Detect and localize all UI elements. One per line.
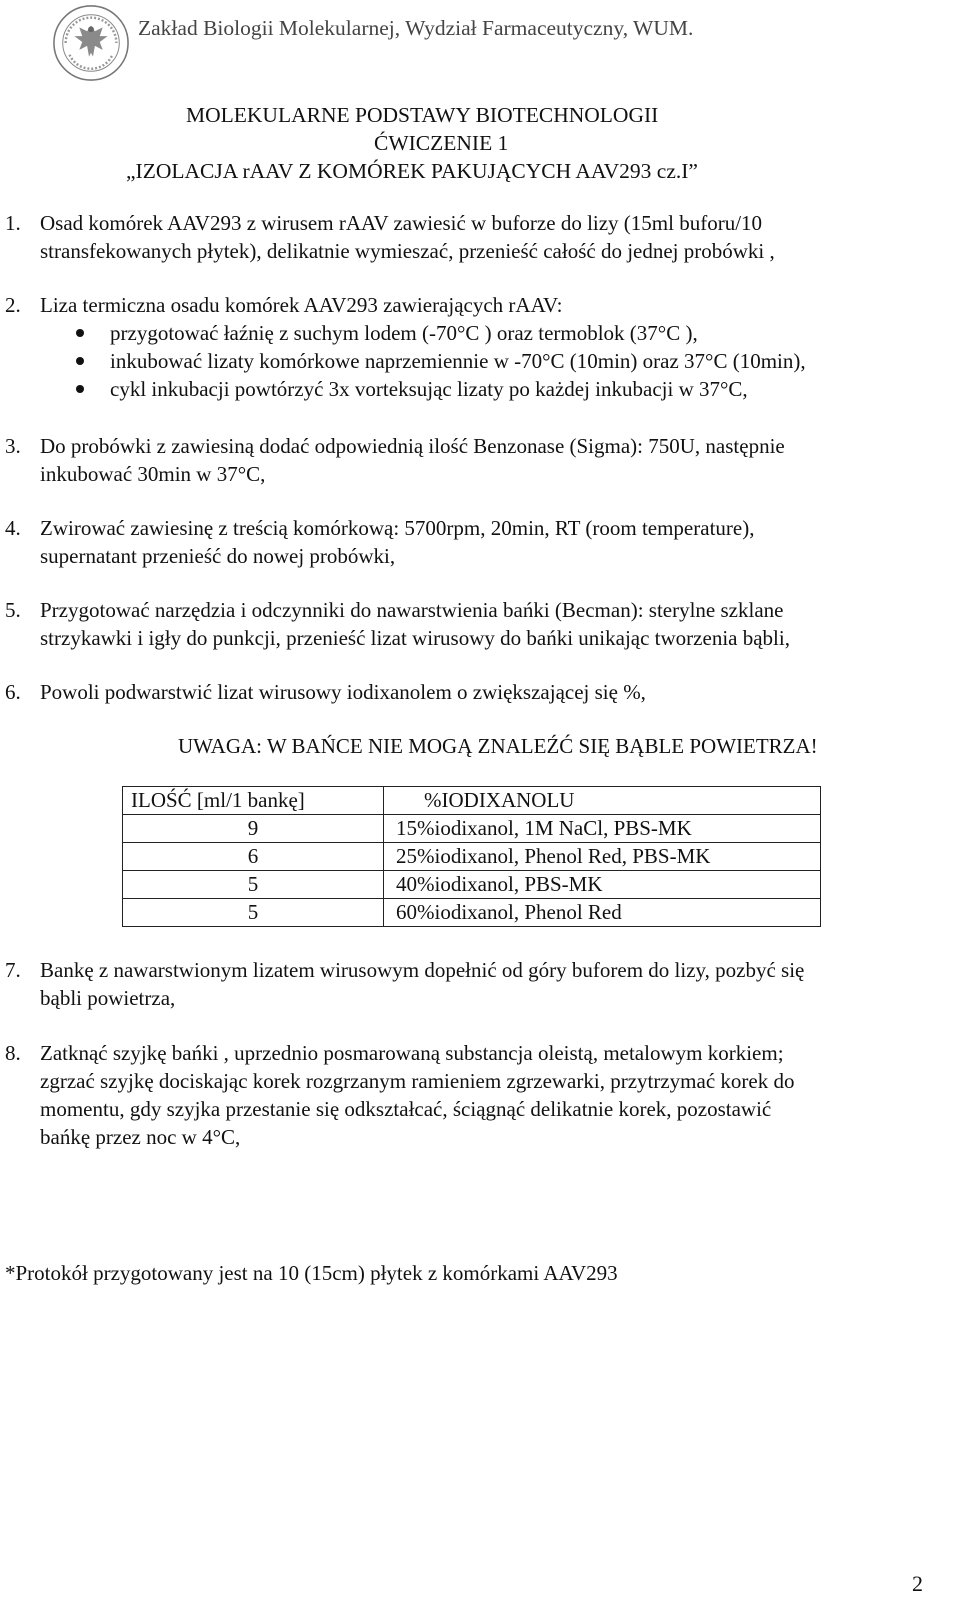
step-number: 5. xyxy=(5,598,21,622)
step-text-line: stransfekowanych płytek), delikatnie wymieszać, przenieść całość do jednej probówki , xyxy=(40,239,775,263)
step-text-line: Osad komórek AAV293 z wirusem rAAV zawiesić w buforze do lizy (15ml buforu/10 xyxy=(40,211,763,235)
bullet-icon xyxy=(76,357,84,365)
table-row xyxy=(123,899,821,927)
exercise-title: ĆWICZENIE 1 xyxy=(374,131,509,155)
page-header xyxy=(0,0,960,90)
step-text-line: zgrzać szyjkę dociskając korek rozgrzanym ramieniem zgrzewarki, przytrzymać korek do xyxy=(40,1069,795,1093)
step-number: 3. xyxy=(5,434,21,458)
page-number: 2 xyxy=(912,1571,923,1596)
step-text-line: supernatant przenieść do nowej probówki, xyxy=(40,544,396,568)
bullet-item: inkubować lizaty komórkowe naprzemiennie w -70°C (10min) oraz 37°C (10min), xyxy=(0,347,960,375)
table-cell: 5 xyxy=(123,871,384,899)
table-header-row xyxy=(123,787,821,815)
step-text-line: bańkę przez noc w 4°C, xyxy=(40,1125,241,1149)
step-number: 1. xyxy=(5,211,21,235)
step-text-line: Powoli podwarstwić lizat wirusowy iodixanolem o zwiększającej się %, xyxy=(40,680,646,704)
bullet-icon xyxy=(76,329,84,337)
step-text-line: Do probówki z zawiesiną dodać odpowiednią ilość Benzonase (Sigma): 750U, następnie xyxy=(40,434,785,458)
topic-title: „IZOLACJA rAAV Z KOMÓREK PAKUJĄCYCH AAV293 cz.I” xyxy=(126,159,698,183)
footnote: *Protokół przygotowany jest na 10 (15cm) płytek z komórkami AAV293 xyxy=(5,1261,618,1285)
table-cell: 9 xyxy=(123,815,384,843)
course-title: MOLEKULARNE PODSTAWY BIOTECHNOLOGII xyxy=(186,103,659,127)
step-number: 4. xyxy=(5,516,21,540)
step-text-line: momentu, gdy szyjka przestanie się odkształcać, ściągnąć delikatnie korek, pozostawić xyxy=(40,1097,772,1121)
table-cell: 5 xyxy=(123,899,384,927)
bullet-icon xyxy=(76,385,84,393)
step-number: 8. xyxy=(5,1041,21,1065)
step-text-line: Zwirować zawiesinę z treścią komórkową: 5700rpm, 20min, RT (room temperature), xyxy=(40,516,755,540)
table-cell: 40%iodixanol, PBS-MK xyxy=(384,871,821,899)
step-text-line: Liza termiczna osadu komórek AAV293 zawierających rAAV: xyxy=(40,293,563,317)
step-text-line: Bankę z nawarstwionym lizatem wirusowym dopełnić od góry buforem do lizy, pozbyć się xyxy=(40,958,805,982)
step-text-line: strzykawki i igły do punkcji, przenieść lizat wirusowy do bańki unikając tworzenia bąbli, xyxy=(40,626,790,650)
university-seal-icon xyxy=(52,4,130,82)
bullet-item: cykl inkubacji powtórzyć 3x vorteksując lizaty po każdej inkubacji w 37°C, xyxy=(0,375,960,403)
warning-note: UWAGA: W BAŃCE NIE MOGĄ ZNALEŹĆ SIĘ BĄBLE POWIETRZA! xyxy=(178,734,818,758)
column-header: %IODIXANOLU xyxy=(384,787,821,815)
step-text-line: bąbli powietrza, xyxy=(40,986,176,1010)
step-text-line: Zatknąć szyjkę bańki , uprzednio posmarowaną substancja oleistą, metalowym korkiem; xyxy=(40,1041,784,1065)
table-cell: 60%iodixanol, Phenol Red xyxy=(384,899,821,927)
column-header: ILOŚĆ [ml/1 bankę] xyxy=(123,787,384,815)
step-text-line: Przygotować narzędzia i odczynniki do nawarstwienia bańki (Becman): sterylne szklane xyxy=(40,598,784,622)
institution-name: Zakład Biologii Molekularnej, Wydział Farmaceutyczny, WUM. xyxy=(138,16,694,40)
table-cell: 15%iodixanol, 1M NaCl, PBS-MK xyxy=(384,815,821,843)
table-row xyxy=(123,843,821,871)
step-number: 7. xyxy=(5,958,21,982)
step-number: 6. xyxy=(5,680,21,704)
iodixanol-table xyxy=(122,786,821,927)
step-number: 2. xyxy=(5,293,21,317)
table-cell: 6 xyxy=(123,843,384,871)
table-row xyxy=(123,871,821,899)
bullet-item: przygotować łaźnię z suchym lodem (-70°C ) oraz termoblok (37°C ), xyxy=(0,319,960,347)
table-cell: 25%iodixanol, Phenol Red, PBS-MK xyxy=(384,843,821,871)
step-text-line: inkubować 30min w 37°C, xyxy=(40,462,266,486)
table-row xyxy=(123,815,821,843)
